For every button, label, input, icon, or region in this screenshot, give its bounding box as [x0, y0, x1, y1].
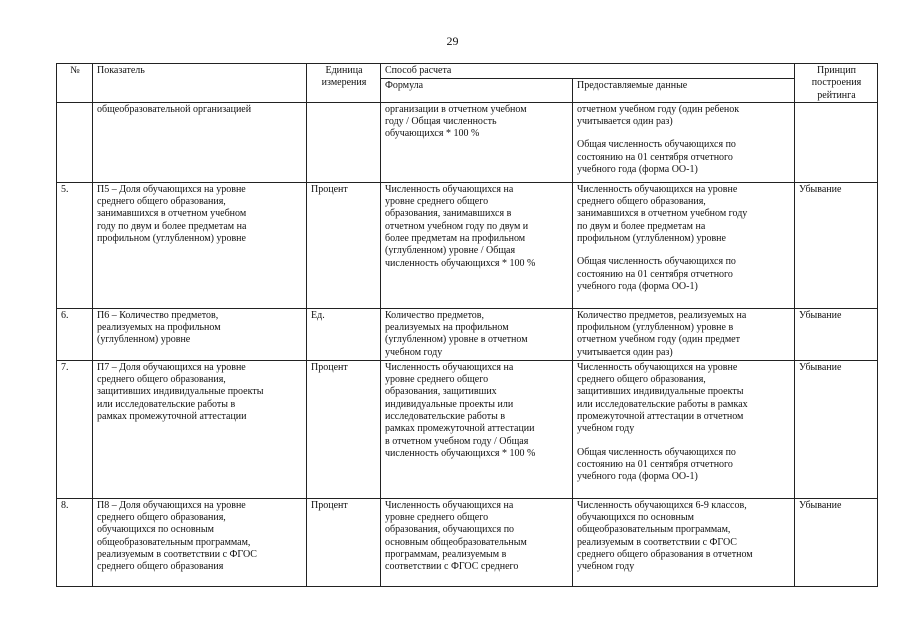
header-unit: [307, 64, 381, 103]
header-formula-label: Формула: [385, 79, 424, 91]
row-number: 8.: [57, 498, 93, 586]
row-indicator: П7 – Доля обучающихся на уровне среднего общего образования, защитивших индивидуальные проекты или исследовательские работы в рамках промежуточной аттестации: [93, 360, 307, 498]
header-principle-label: Принцип построения рейтинга: [811, 65, 862, 101]
row-provided: Численность обучающихся на уровне среднего общего образования, защитивших индивидуальные проекты или исследовательские работы в рамках промежуточной аттестации в отчетном учебном году Общая численность обучающихся по состоянию на 01 сентября отчетного учебного года (форма ОО-1): [573, 360, 795, 498]
row-unit: Ед.: [307, 308, 381, 360]
table-row: [57, 182, 878, 308]
row-unit: Процент: [307, 182, 381, 308]
table-row: [57, 498, 878, 586]
header-unit-label: Единица измерения: [321, 65, 367, 89]
rating-indicators-table: [56, 63, 878, 587]
row-principle: Убывание: [795, 308, 878, 360]
row-unit: Процент: [307, 360, 381, 498]
table-row: [57, 308, 878, 360]
row-indicator: П5 – Доля обучающихся на уровне среднего общего образования, занимавшихся в отчетном учебном году по двум и более предметам на профильном (углубленном) уровне: [93, 182, 307, 308]
table-row: [57, 360, 878, 498]
row-formula: Количество предметов, реализуемых на профильном (углубленном) уровне в отчетном учебном году: [381, 308, 573, 360]
header-number: [57, 64, 93, 103]
row-formula: Численность обучающихся на уровне среднего общего образования, обучающихся по основным общеобразовательным программам, реализуемым в соответствии с ФГОС среднего: [381, 498, 573, 586]
header-provided: [573, 78, 795, 102]
row-principle: Убывание: [795, 360, 878, 498]
header-principle: [795, 64, 878, 103]
row-indicator: П8 – Доля обучающихся на уровне среднего общего образования, обучающихся по основным общеобразовательным программам, реализуемым в соответствии с ФГОС среднего общего образования: [93, 498, 307, 586]
header-method: [381, 64, 795, 79]
row-formula: организации в отчетном учебном году / Общая численность обучающихся * 100 %: [381, 102, 573, 182]
header-formula: [381, 78, 573, 102]
row-provided: Количество предметов, реализуемых на профильном (углубленном) уровне в отчетном учебном году (один предмет учитывается один раз): [573, 308, 795, 360]
row-formula: Численность обучающихся на уровне среднего общего образования, занимавшихся в отчетном учебном году по двум и более предметам на профильном (углубленном) уровне / Общая численность обучающихся * 100 %: [381, 182, 573, 308]
header-number-label: №: [70, 65, 80, 76]
row-number: [57, 102, 93, 182]
table-row: [57, 102, 878, 182]
row-number: 5.: [57, 182, 93, 308]
row-indicator: общеобразовательной организацией: [93, 102, 307, 182]
row-provided: Численность обучающихся 6-9 классов, обучающихся по основным общеобразовательным программам, реализуемым в соответствии с ФГОС среднего общего образования в отчетном учебном году: [573, 498, 795, 586]
row-provided: Численность обучающихся на уровне среднего общего образования, занимавшихся в отчетном учебном году по двум и более предметам на профильном (углубленном) уровне Общая численность обучающихся по состоянию на 01 сентября отчетного учебного года (форма ОО-1): [573, 182, 795, 308]
row-number: 7.: [57, 360, 93, 498]
row-principle: Убывание: [795, 182, 878, 308]
row-indicator: П6 – Количество предметов, реализуемых на профильном (углубленном) уровне: [93, 308, 307, 360]
header-indicator-label: Показатель: [97, 65, 145, 76]
row-number: 6.: [57, 308, 93, 360]
row-formula: Численность обучающихся на уровне среднего общего образования, защитивших индивидуальные проекты или исследовательские работы в рамках промежуточной аттестации в отчетном учебном году / Общая численность обучающихся * 100 %: [381, 360, 573, 498]
page-number: 29: [446, 34, 459, 48]
header-indicator: [93, 64, 307, 103]
row-principle: [795, 102, 878, 182]
row-principle: Убывание: [795, 498, 878, 586]
row-provided: отчетном учебном году (один ребенок учитывается один раз) Общая численность обучающихся по состоянию на 01 сентября отчетного учебного года (форма ОО-1): [573, 102, 795, 182]
row-unit: Процент: [307, 498, 381, 586]
row-unit: [307, 102, 381, 182]
header-provided-label: Предоставляемые данные: [577, 79, 688, 91]
header-method-label: Способ расчета: [385, 65, 452, 76]
